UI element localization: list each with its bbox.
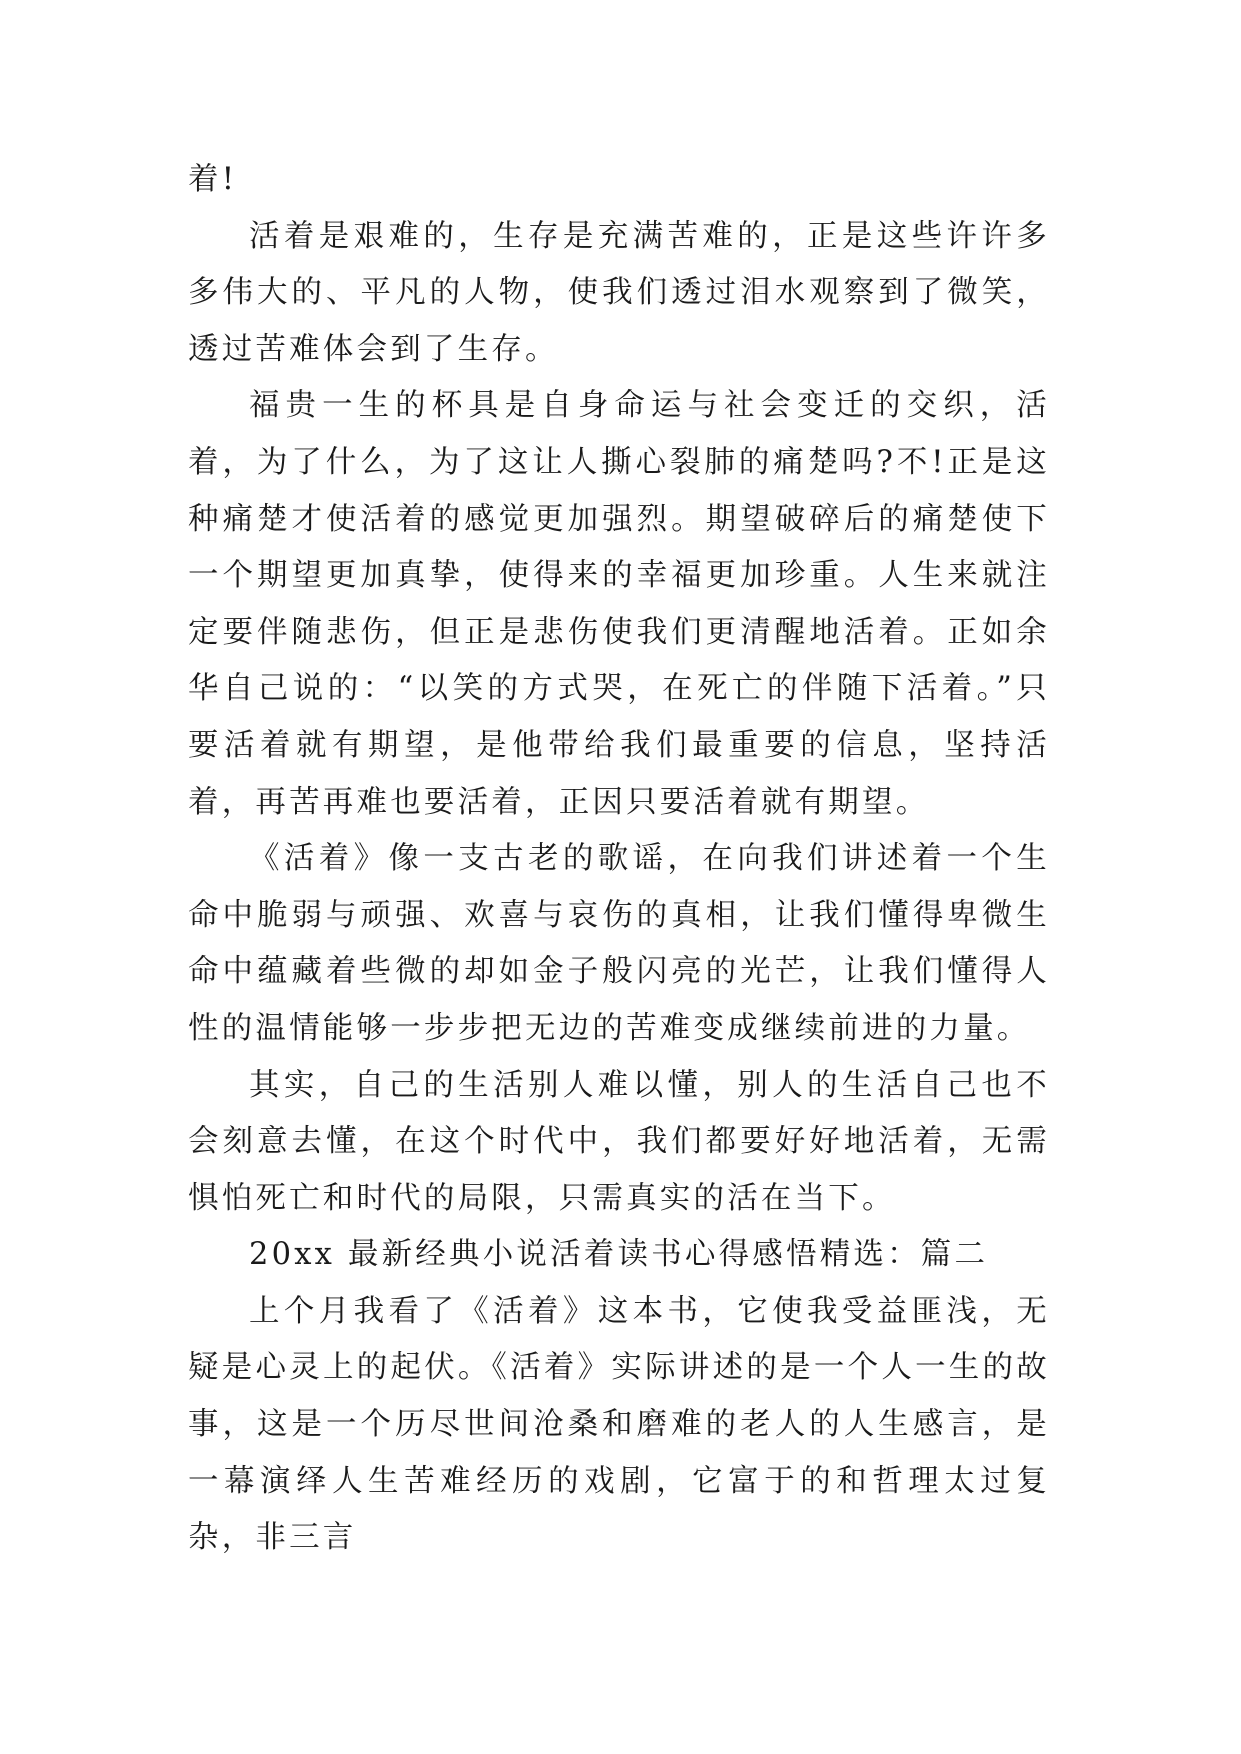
paragraph: 活着是艰难的，生存是充满苦难的，正是这些许许多多伟大的、平凡的人物，使我们透过泪水观察到了微笑，透过苦难体会到了生存。 xyxy=(188,218,1050,367)
paragraph: 福贵一生的杯具是自身命运与社会变迁的交织，活着，为了什么，为了这让人撕心裂肺的痛楚吗?不!正是这种痛楚才使活着的感觉更加强烈。期望破碎后的痛楚使下一个期望更加真挚，使得来的幸福更加珍重。人生来就注定要伴随悲伤，但正是悲伤使我们更清醒地活着。正如余华自己说的：“以笑的方式哭，在死亡的伴随下活着。”只要活着就有期望，是他带给我们最重要的信息，坚持活着，再苦再难也要活着，正因只要活着就有期望。 xyxy=(188,388,1050,820)
paragraph-continuation: 着! xyxy=(188,162,238,197)
paragraph: 《活着》像一支古老的歌谣，在向我们讲述着一个生命中脆弱与顽强、欢喜与哀伤的真相，让我们懂得卑微生命中蕴藏着些微的却如金子般闪亮的光芒，让我们懂得人性的温情能够一步步把无边的苦难变成继续前进的力量。 xyxy=(188,841,1050,1046)
document-body xyxy=(188,152,1050,1567)
section-heading: 20xx 最新经典小说活着读书心得感悟精选：篇二 xyxy=(249,1237,989,1273)
paragraph: 上个月我看了《活着》这本书，它使我受益匪浅，无疑是心灵上的起伏。《活着》实际讲述的是一个人一生的故事，这是一个历尽世间沧桑和磨难的老人的人生感言，是一幕演绎人生苦难经历的戏剧，它富于的和哲理太过复杂，非三言 xyxy=(188,1293,1050,1556)
paragraph: 其实，自己的生活别人难以懂，别人的生活自己也不会刻意去懂，在这个时代中，我们都要好好地活着，无需惧怕死亡和时代的局限，只需真实的活在当下。 xyxy=(188,1067,1050,1216)
